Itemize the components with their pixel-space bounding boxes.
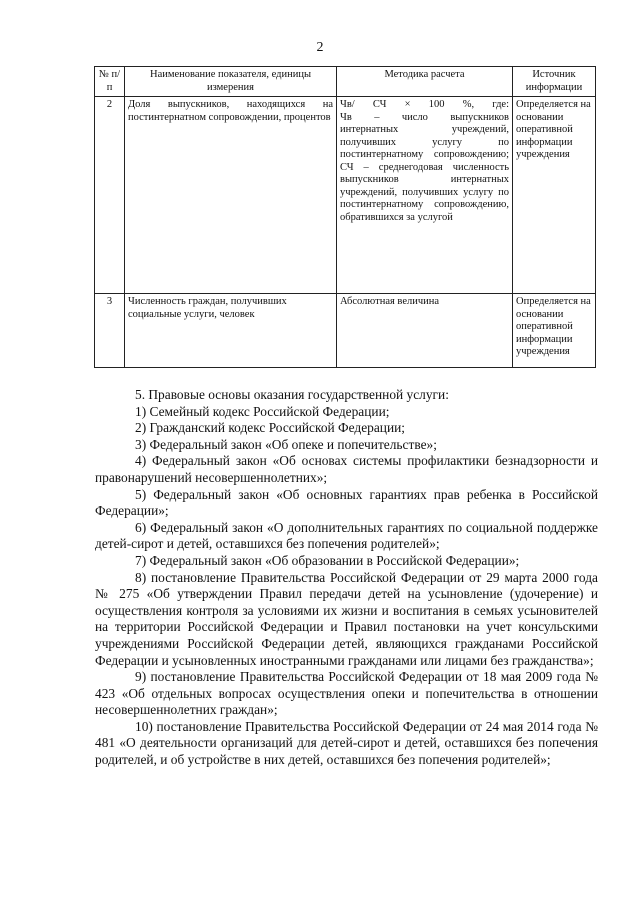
source-cell: Определяется на основании оперативной информации учреждения xyxy=(513,294,596,368)
list-item: 1) Семейный кодекс Российской Федерации; xyxy=(135,403,390,419)
method-formula: Чв/ СЧ × 100 %, где: xyxy=(340,99,509,110)
method-cell xyxy=(337,97,513,294)
table-row xyxy=(95,294,596,368)
row-num: 3 xyxy=(95,294,125,368)
indicators-table xyxy=(94,66,596,368)
table-row xyxy=(95,97,596,294)
list-item: 9) постановление Правительства Российской Федерации от 18 мая 2009 года № 423 «Об отдельных вопросах осуществления опеки и попечительства в отношении несовершеннолетних граждан»; xyxy=(95,669,598,718)
header-method: Методика расчета xyxy=(337,67,513,97)
list-item: 5) Федеральный закон «Об основных гарантиях прав ребенка в Российской Федерации»; xyxy=(95,486,598,519)
header-indicator-name: Наименование показателя, единицы измерения xyxy=(125,67,337,97)
page-number: 2 xyxy=(316,40,324,55)
method-definition: СЧ – среднегодовая численность выпускников интернатных учреждений, получивших услугу по постинтернатному сопровождению, обратившихся за услугой xyxy=(340,161,509,223)
source-cell: Определяется на основании оперативной информации учреждения xyxy=(513,97,596,294)
list-item: 6) Федеральный закон «О дополнительных гарантиях по социальной поддержке детей-сирот и детей, оставшихся без попечения родителей»; xyxy=(95,519,598,552)
table-header-row xyxy=(95,67,596,97)
list-item: 2) Гражданский кодекс Российской Федерации; xyxy=(135,420,405,436)
indicator-name: Численность граждан, получивших социальные услуги, человек xyxy=(125,294,337,368)
method-definition: Чв – число выпускников интернатных учреждений, получивших услугу по постинтернатному сопровождению; xyxy=(340,111,509,160)
list-item: 7) Федеральный закон «Об образовании в Российской Федерации»; xyxy=(135,552,520,568)
method-cell: Абсолютная величина xyxy=(337,294,513,368)
list-item: 3) Федеральный закон «Об опеке и попечительстве»; xyxy=(135,436,437,452)
header-num: № п/п xyxy=(95,67,125,97)
indicator-name: Доля выпускников, находящихся на постинтернатном сопровождении, процентов xyxy=(125,97,337,294)
list-item: 10) постановление Правительства Российской Федерации от 24 мая 2014 года № 481 «О деятельности организаций для детей-сирот и детей, оставшихся без попечения родителей, и об устройстве в них детей, оставшихся без попечения родителей»; xyxy=(95,718,598,768)
section-heading: 5. Правовые основы оказания государственной услуги: xyxy=(135,387,449,402)
row-num: 2 xyxy=(95,97,125,294)
list-item: 8) постановление Правительства Российской Федерации от 29 марта 2000 года № 275 «Об утверждении Правил передачи детей на усыновление (удочерение) и осуществления контроля за условиями их жизни и воспитания в семьях усыновителей на территории Российской Федерации и Правил постановки на учет консульскими учреждениями Российской Федерации детей, являющихся гражданами Российской Федерации и усыновленных иностранными гражданами или лицами без гражданства»; xyxy=(95,569,598,668)
header-source: Источник информации xyxy=(513,67,596,97)
list-item: 4) Федеральный закон «Об основах системы профилактики безнадзорности и правонарушений несовершеннолетних»; xyxy=(95,453,598,485)
legal-basis-section xyxy=(95,387,598,769)
